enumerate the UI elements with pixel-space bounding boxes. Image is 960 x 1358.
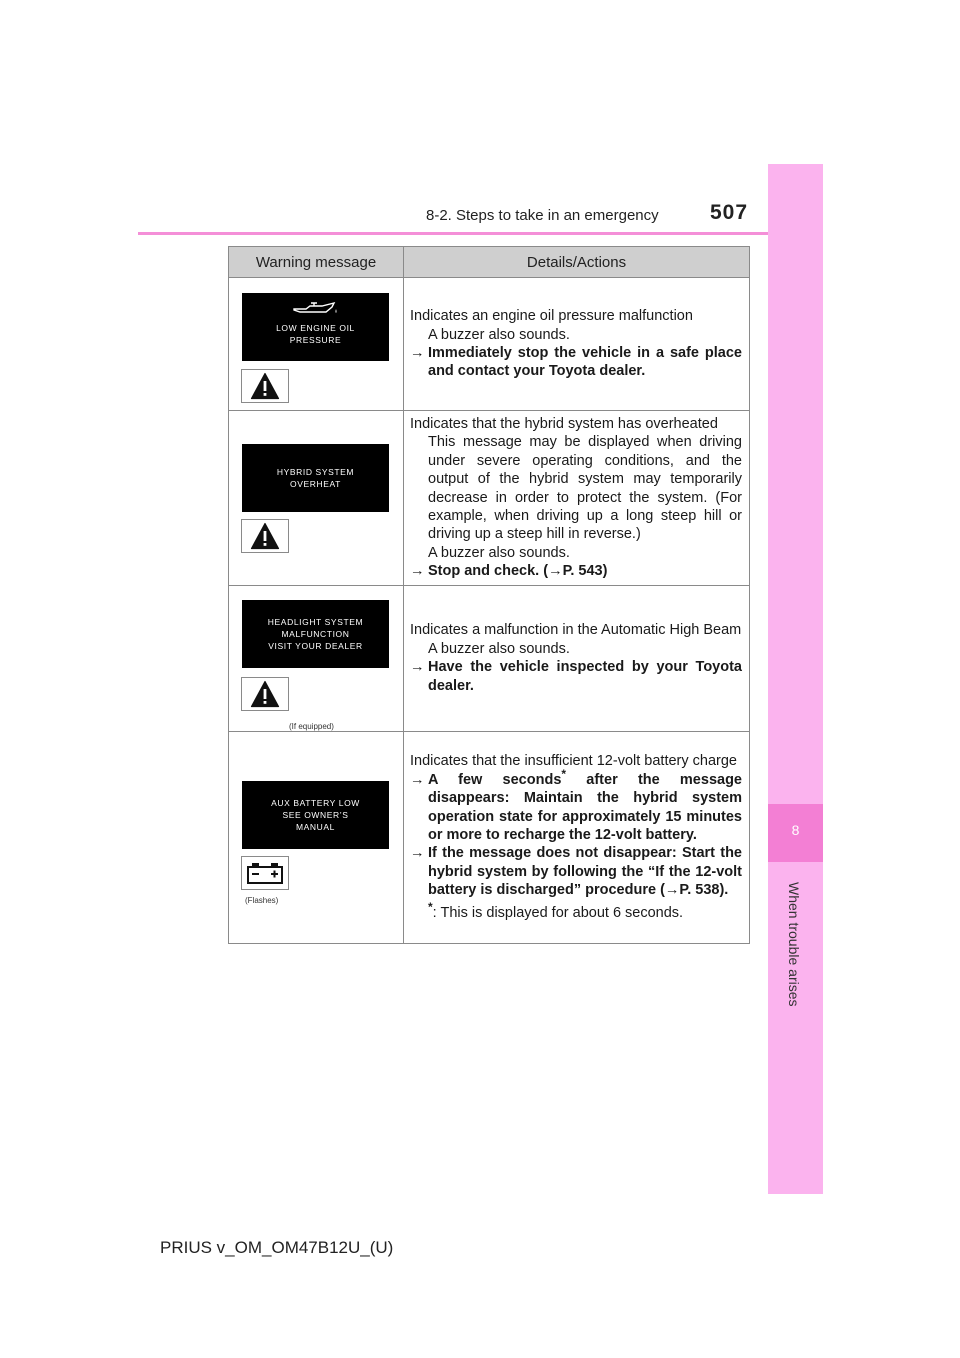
indicator-box	[241, 677, 289, 711]
footnote-marker: *	[561, 766, 567, 781]
warning-triangle-icon	[250, 372, 280, 400]
display-line: MANUAL	[295, 821, 336, 832]
detail-action	[410, 766, 742, 845]
display-line: AUX BATTERY LOW	[271, 797, 360, 808]
battery-icon	[245, 861, 285, 885]
detail-summary: Indicates that the insufficient 12-volt battery charge	[410, 753, 737, 770]
footnote	[410, 899, 742, 922]
details-cell	[404, 278, 750, 411]
detail-action	[410, 344, 742, 381]
arrow-icon: →	[664, 882, 680, 899]
chapter-number: 8	[791, 822, 800, 838]
arrow-icon: →	[548, 563, 563, 580]
icon-caption: (Flashes)	[245, 895, 279, 905]
page-reference-link[interactable]: P. 543	[562, 563, 603, 580]
detail-summary: Indicates a malfunction in the Automatic High Beam	[410, 622, 742, 639]
page-reference-link[interactable]: P. 538	[679, 882, 720, 899]
message-display	[242, 444, 389, 512]
display-line: OVERHEAT	[290, 479, 341, 489]
warning-triangle-icon	[250, 522, 280, 550]
display-line: VISIT YOUR DEALER	[268, 640, 363, 651]
action-text: Stop and check. (	[428, 563, 549, 580]
detail-summary: Indicates an engine oil pressure malfunction	[410, 308, 693, 325]
column-header-warning-message: Warning message	[229, 247, 404, 278]
details-cell	[404, 585, 750, 731]
action-text: A few seconds	[428, 771, 562, 788]
arrow-icon: →	[410, 845, 425, 862]
warning-message-cell	[229, 411, 404, 586]
table-row	[229, 411, 750, 586]
action-text: ).	[719, 882, 729, 899]
detail-note: A buzzer also sounds.	[428, 544, 570, 561]
indicator-box	[241, 856, 289, 890]
arrow-icon: →	[410, 345, 425, 361]
message-display	[242, 293, 389, 361]
warning-message-table	[228, 246, 750, 944]
details-cell	[404, 731, 750, 943]
footnote-text: : This is displayed for about 6 seconds.	[432, 904, 684, 921]
indicator-box	[241, 369, 289, 403]
chapter-label: When trouble arises	[786, 882, 802, 1007]
warning-message-cell	[229, 585, 404, 731]
header-rule	[138, 232, 823, 235]
detail-note: This message may be displayed when driving under severe operating conditions, and the output of the hybrid system may temporarily decrease in order to protect the system. (For example, when driving up a long steep hill or driving up a steep hill in reverse.)	[428, 434, 742, 543]
action-text: after the message disappears: Maintain the hybrid system operation state for approximately 15 minutes or more to recharge the 12-volt battery.	[428, 771, 742, 843]
indicator-box	[241, 519, 289, 553]
table-row	[229, 278, 750, 411]
display-line: SEE OWNER’S	[282, 809, 349, 820]
section-title: 8-2. Steps to take in an emergency	[426, 207, 659, 224]
display-line: MALFUNCTION	[281, 628, 350, 639]
action-text: )	[602, 563, 608, 580]
column-header-details: Details/Actions	[404, 247, 750, 278]
arrow-icon: →	[410, 659, 425, 676]
arrow-icon: →	[410, 771, 425, 788]
chapter-side-band	[768, 164, 823, 1194]
arrow-icon: →	[410, 563, 425, 580]
action-text: Immediately stop the vehicle in a safe place and contact your Toyota dealer.	[428, 345, 742, 380]
warning-message-cell	[229, 278, 404, 411]
message-display	[242, 781, 389, 849]
page-number: 507	[710, 201, 749, 224]
document-code: PRIUS v_OM_OM47B12U_(U)	[160, 1238, 394, 1257]
message-display	[242, 600, 389, 668]
oil-can-icon	[290, 300, 342, 316]
table-row	[229, 585, 750, 731]
action-text: Have the vehicle inspected by your Toyota dealer.	[428, 659, 742, 694]
warning-triangle-icon	[250, 680, 280, 708]
table-row	[229, 731, 750, 943]
display-line: HYBRID SYSTEM	[276, 467, 355, 477]
table-header-row	[229, 247, 750, 278]
detail-summary: Indicates that the hybrid system has overheated	[410, 416, 718, 432]
detail-note: A buzzer also sounds.	[428, 326, 570, 343]
details-cell	[404, 411, 750, 586]
display-line: PRESSURE	[289, 335, 342, 345]
display-line: LOW ENGINE OIL	[276, 323, 355, 333]
detail-action	[410, 844, 742, 899]
detail-action	[410, 658, 742, 695]
warning-message-cell	[229, 731, 404, 943]
footnote-marker: *	[428, 899, 433, 914]
icon-caption: (If equipped)	[289, 721, 334, 731]
display-line: HEADLIGHT SYSTEM	[267, 616, 364, 627]
action-text: If the message does not disappear: Start the hybrid system by following the “If the 12-volt battery is discharged” procedure (	[428, 845, 742, 899]
detail-action	[410, 562, 742, 580]
detail-note: A buzzer also sounds.	[428, 640, 570, 657]
